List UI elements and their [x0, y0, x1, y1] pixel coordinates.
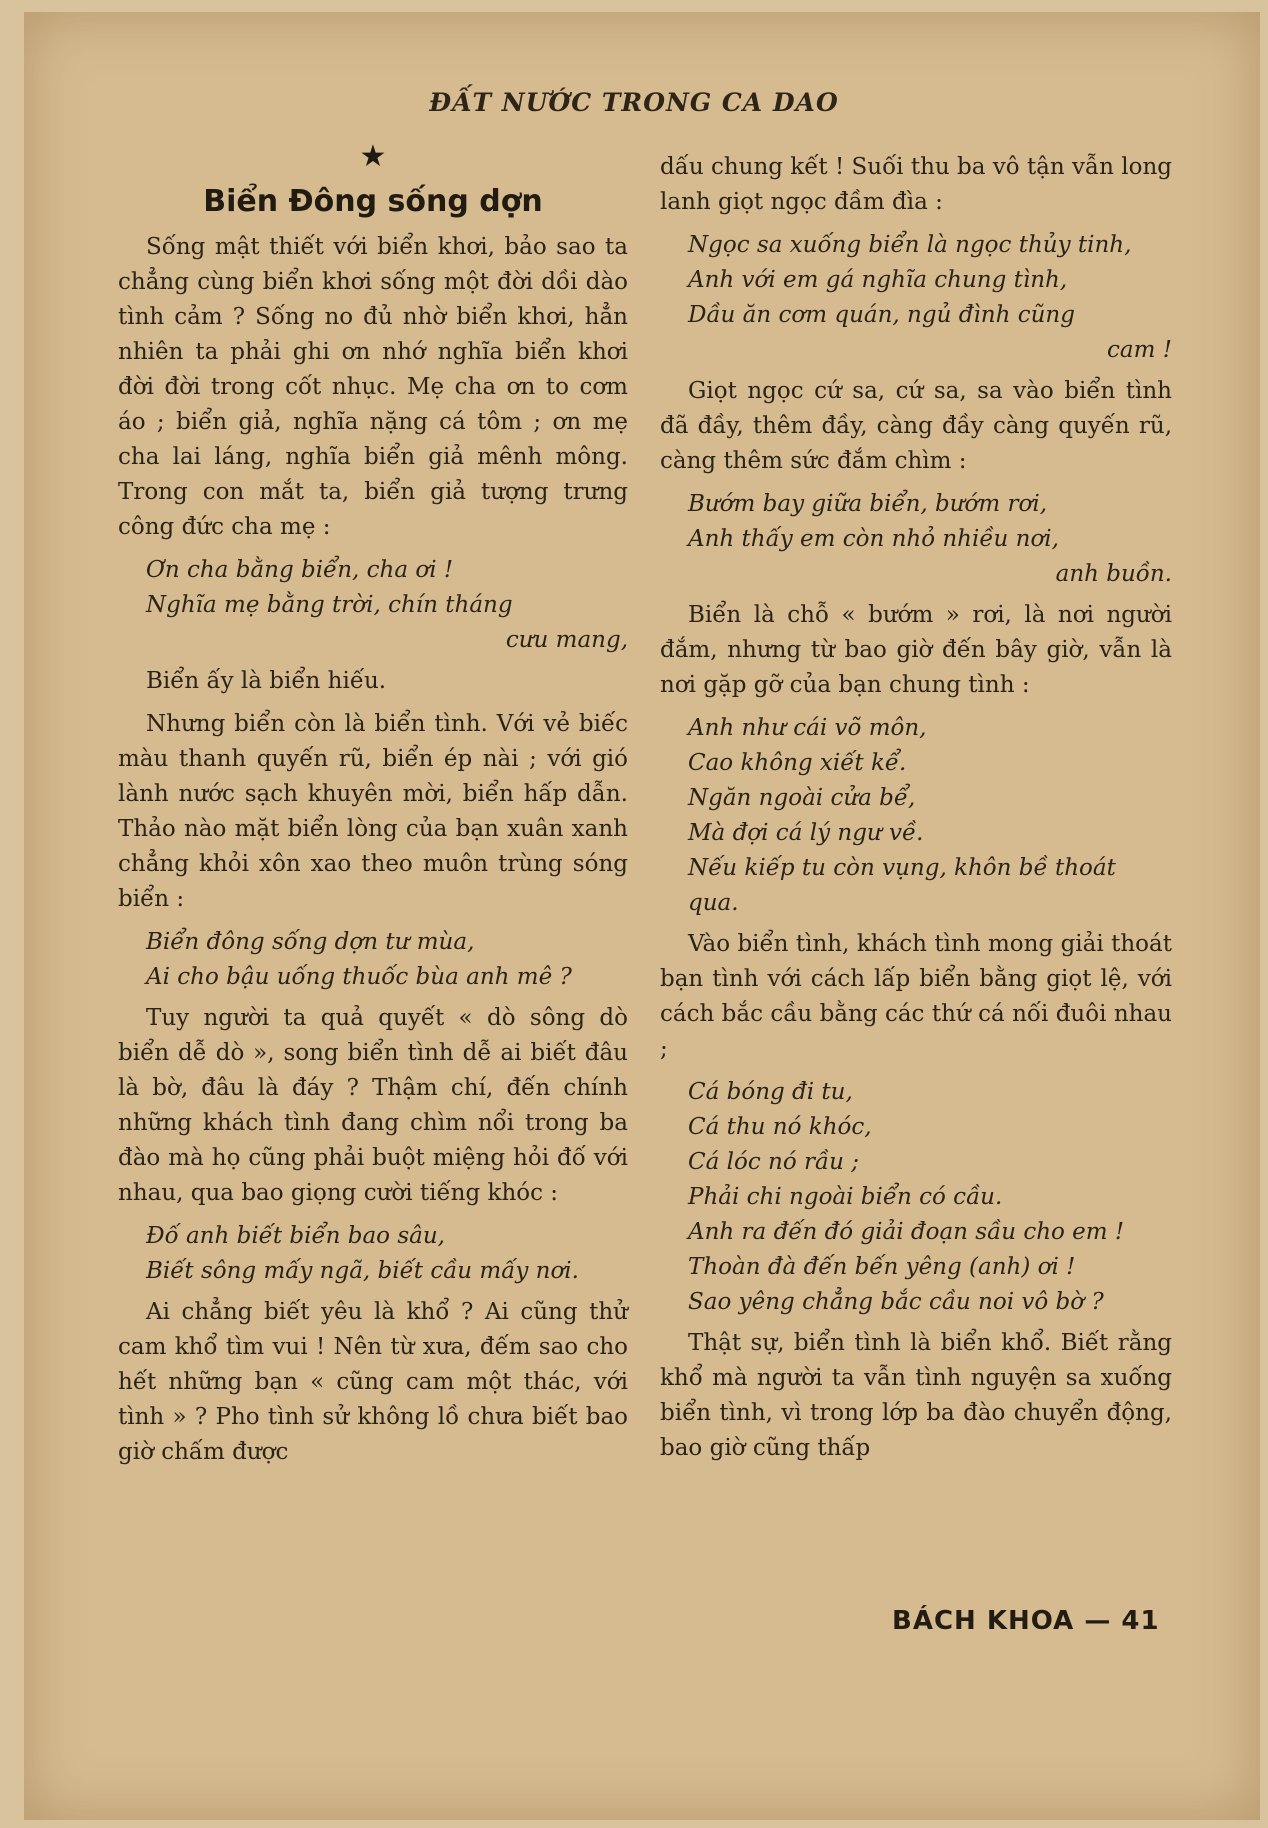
section-title: Biển Đông sống dợn: [203, 184, 543, 219]
paragraph: dấu chung kết ! Suối thu ba vô tận vẫn long lanh giọt ngọc đầm đìa :: [660, 154, 1172, 215]
paragraph: Nhưng biển còn là biển tình. Với vẻ biếc màu thanh quyến rũ, biển ép nài ; với gió lành nước sạch khuyên mời, biển hấp dẫn. Thảo nào mặt biển lòng của bạn xuân xanh chẳng khỏi xôn xao theo muôn trùng sóng biển :: [118, 711, 628, 912]
verse-line: Bướm bay giữa biển, bướm rơi,: [688, 491, 1048, 517]
left-column: [118, 140, 628, 1478]
paragraph: Thật sự, biển tình là biển khổ. Biết rằng khổ mà người ta vẫn tình nguyện sa xuống biển tình, vì trong lớp ba đào chuyển động, bao giờ cũng thấp: [660, 1330, 1172, 1461]
page-footer: BÁCH KHOA — 41: [892, 1606, 1160, 1636]
verse: [146, 553, 628, 658]
verse: [688, 711, 1172, 921]
verse-line: Ngọc sa xuống biển là ngọc thủy tinh,: [688, 232, 1132, 258]
paragraph: Tuy người ta quả quyết « dò sông dò biển dễ dò », song biển tình dễ ai biết đâu là bờ, đâu là đáy ? Thậm chí, đến chính những khách tình đang chìm nổi trong ba đào mà họ cũng phải buột miệng hỏi đố với nhau, qua bao giọng cười tiếng khóc :: [118, 1005, 628, 1206]
verse-line-continuation: cưu mang,: [505, 627, 628, 653]
verse-line: Đố anh biết biển bao sâu,: [146, 1223, 445, 1249]
verse: [688, 487, 1172, 592]
verse-line: Ai cho bậu uống thuốc bùa anh mê ?: [146, 964, 572, 990]
verse-line: Cá thu nó khóc,: [688, 1114, 872, 1140]
verse-line: Cá bóng đi tu,: [688, 1079, 853, 1105]
verse-line: Dầu ăn cơm quán, ngủ đình cũng: [688, 302, 1075, 328]
verse: [146, 925, 628, 995]
verse-line-continuation: anh buồn.: [1055, 561, 1172, 587]
verse: [688, 1075, 1172, 1320]
verse-line: Anh ra đến đó giải đoạn sầu cho em !: [688, 1219, 1125, 1245]
verse-line: Sao yêng chẳng bắc cầu noi vô bờ ?: [688, 1289, 1104, 1315]
verse-line: Nghĩa mẹ bằng trời, chín tháng: [146, 592, 513, 618]
verse-line: Mà đợi cá lý ngư về.: [688, 820, 924, 846]
star-ornament: ★: [359, 139, 387, 174]
verse-line: Anh như cái võ môn,: [688, 715, 927, 741]
right-column: [660, 150, 1172, 1474]
paragraph: Biển là chỗ « bướm » rơi, là nơi người đắm, nhưng từ bao giờ đến bây giờ, vẫn là nơi gặp gỡ của bạn chung tình :: [660, 602, 1172, 698]
verse-line: Nếu kiếp tu còn vụng, khôn bề thoát qua.: [688, 855, 1116, 916]
paragraph: Sống mật thiết với biển khơi, bảo sao ta chẳng cùng biển khơi sống một đời dồi dào tình cảm ? Sống no đủ nhờ biển khơi, hẳn nhiên ta phải ghi ơn nhớ nghĩa biển khơi đời đời trong cốt nhục. Mẹ cha ơn to cơm áo ; biển giả, nghĩa nặng cá tôm ; ơn mẹ cha lai láng, nghĩa biển giả mênh mông. Trong con mắt ta, biển giả tượng trưng công đức cha mẹ :: [118, 234, 628, 540]
verse-line: Cá lóc nó rầu ;: [688, 1149, 859, 1175]
verse: [146, 1219, 628, 1289]
paragraph: Vào biển tình, khách tình mong giải thoát bạn tình với cách lấp biển bằng giọt lệ, với cách bắc cầu bằng các thứ cá nối đuôi nhau ;: [660, 931, 1172, 1062]
verse-line: Anh thấy em còn nhỏ nhiều nơi,: [688, 526, 1059, 552]
verse-line: Biết sông mấy ngã, biết cầu mấy nơi.: [146, 1258, 579, 1284]
verse-line-continuation: cam !: [1107, 337, 1172, 363]
verse-line: Ơn cha bằng biển, cha ơi !: [146, 557, 454, 583]
verse-line: Anh với em gá nghĩa chung tình,: [688, 267, 1068, 293]
verse: [688, 228, 1172, 368]
verse-line: Ngăn ngoài cửa bể,: [688, 785, 916, 811]
verse-line: Phải chi ngoài biển có cầu.: [688, 1184, 1003, 1210]
paragraph: Giọt ngọc cứ sa, cứ sa, sa vào biển tình đã đầy, thêm đầy, càng đầy càng quyến rũ, càng thêm sức đắm chìm :: [660, 378, 1172, 474]
running-head: ĐẤT NƯỚC TRONG CA DAO: [429, 88, 839, 117]
verse-line: Biển đông sống dợn tư mùa,: [146, 929, 475, 955]
verse-line: Thoàn đà đến bến yêng (anh) ơi !: [688, 1254, 1076, 1280]
verse-line: Cao không xiết kể.: [688, 750, 907, 776]
paragraph: Ai chẳng biết yêu là khổ ? Ai cũng thử cam khổ tìm vui ! Nên từ xưa, đếm sao cho hết những bạn « cũng cam một thác, với tình » ? Pho tình sử không lồ chưa biết bao giờ chấm được: [118, 1299, 628, 1465]
paragraph: Biển ấy là biển hiếu.: [146, 668, 387, 694]
